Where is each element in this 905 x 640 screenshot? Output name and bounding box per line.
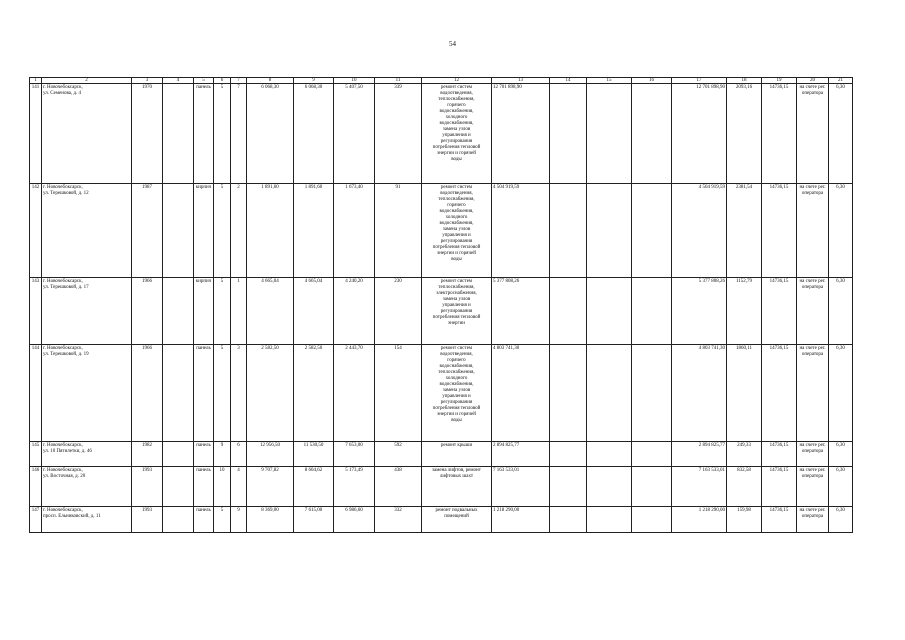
cell-no: 143: [30, 278, 42, 345]
cell-no: 141: [30, 84, 42, 184]
cell-area-total: 2 582,50: [247, 345, 294, 442]
cell-cost-per-m2: 832,58: [727, 467, 762, 507]
cell-year: 1993: [132, 467, 163, 507]
cell-works: ремонт систем теплоснабжения, электроснабжения, замена узлов управления и регулирования потребления тепловой энергии: [422, 278, 492, 345]
cell-area-total: 12 956,50: [247, 442, 294, 467]
cell-fund-method: на счете рег. оператора: [797, 507, 829, 533]
cell-c15: [587, 467, 632, 507]
cell-c14: [550, 84, 587, 184]
cell-c4: [163, 84, 194, 184]
cell-rate: 6,30: [829, 184, 853, 278]
cell-cost-c17: 7 163 533,01: [672, 467, 727, 507]
column-number: 21: [829, 78, 853, 84]
cell-c16: [632, 507, 672, 533]
cell-cost-per-m2: 1152,79: [727, 278, 762, 345]
column-number: 17: [672, 78, 727, 84]
cell-area-c10: 5 407,50: [334, 84, 375, 184]
cell-rate: 6,30: [829, 84, 853, 184]
cell-fund-method: на счете рег. оператора: [797, 442, 829, 467]
cell-cost-per-m2: 159,98: [727, 507, 762, 533]
cell-max-cost: 14736,15: [762, 184, 797, 278]
table-row: [30, 84, 853, 184]
cell-material: панель: [194, 467, 214, 507]
housing-repair-table: [29, 77, 853, 533]
cell-cost-c17: 4 803 741,30: [672, 345, 727, 442]
column-number: 20: [797, 78, 829, 84]
cell-c4: [163, 467, 194, 507]
column-number: 7: [231, 78, 247, 84]
cell-area-c10: 7 653,00: [334, 442, 375, 467]
cell-rate: 6,30: [829, 507, 853, 533]
cell-c14: [550, 345, 587, 442]
cell-material: панель: [194, 442, 214, 467]
cell-address: г. Новочебоксарск, ул. Семенова, д. 4: [42, 84, 132, 184]
cell-cost-c17: 5 377 808,26: [672, 278, 727, 345]
cell-c4: [163, 345, 194, 442]
cell-fund-method: на счете рег. оператора: [797, 345, 829, 442]
cell-c15: [587, 345, 632, 442]
cell-c16: [632, 184, 672, 278]
cell-area-total: 6 068,30: [247, 84, 294, 184]
cell-works: ремонт крыши: [422, 442, 492, 467]
cell-cost-per-m2: 1860,11: [727, 345, 762, 442]
cell-cost-per-m2: 249,33: [727, 442, 762, 467]
cell-material: панель: [194, 84, 214, 184]
cell-entrances: 6: [231, 442, 247, 467]
cell-residents: 230: [375, 278, 422, 345]
table-row: [30, 278, 853, 345]
cell-no: 147: [30, 507, 42, 533]
cell-area-living: 4 665,04: [294, 278, 334, 345]
cell-cost-total: 2 894 825,77: [492, 442, 550, 467]
cell-residents: 438: [375, 467, 422, 507]
cell-area-c10: 5 173,49: [334, 467, 375, 507]
cell-cost-total: 7 163 533,01: [492, 467, 550, 507]
table-row: [30, 507, 853, 533]
cell-c14: [550, 507, 587, 533]
cell-rate: 6,30: [829, 278, 853, 345]
cell-floors: 5: [214, 345, 231, 442]
cell-works: замена лифтов, ремонт лифтовых шахт: [422, 467, 492, 507]
column-number: 11: [375, 78, 422, 84]
cell-cost-total: 4 504 919,59: [492, 184, 550, 278]
cell-c4: [163, 278, 194, 345]
cell-material: панель: [194, 507, 214, 533]
cell-entrances: 1: [231, 278, 247, 345]
cell-c16: [632, 278, 672, 345]
cell-no: 144: [30, 345, 42, 442]
cell-year: 1982: [132, 442, 163, 467]
cell-entrances: 9: [231, 507, 247, 533]
cell-floors: 5: [214, 84, 231, 184]
cell-c15: [587, 442, 632, 467]
cell-area-living: 8 604,62: [294, 467, 334, 507]
cell-works: ремонт систем водоотведения, горячего водоснабжения, теплоснабжения, холодного водоснабжения, замена узлов управления и регулирования потребления тепловой энергии и горячей воды: [422, 345, 492, 442]
column-number: 13: [492, 78, 550, 84]
cell-residents: 592: [375, 442, 422, 467]
cell-year: 1966: [132, 345, 163, 442]
cell-cost-c17: 1 218 290,00: [672, 507, 727, 533]
cell-c16: [632, 467, 672, 507]
cell-c14: [550, 278, 587, 345]
cell-entrances: 3: [231, 345, 247, 442]
cell-area-c10: 1 673,40: [334, 184, 375, 278]
cell-cost-c17: 4 504 919,59: [672, 184, 727, 278]
cell-residents: 339: [375, 84, 422, 184]
cell-material: кирпич: [194, 184, 214, 278]
column-number: 6: [214, 78, 231, 84]
cell-area-living: 11 530,50: [294, 442, 334, 467]
cell-rate: 6,30: [829, 442, 853, 467]
table-row: [30, 442, 853, 467]
cell-max-cost: 14736,15: [762, 345, 797, 442]
cell-address: г. Новочебоксарск, ул. Восточная, д. 20: [42, 467, 132, 507]
cell-year: 1970: [132, 84, 163, 184]
cell-entrances: 7: [231, 84, 247, 184]
column-number: 10: [334, 78, 375, 84]
cell-floors: 5: [214, 507, 231, 533]
cell-material: панель: [194, 345, 214, 442]
cell-year: 1987: [132, 184, 163, 278]
cell-address: г. Новочебоксарск, ул. Терешковой, д. 12: [42, 184, 132, 278]
cell-max-cost: 14736,15: [762, 84, 797, 184]
column-number: 1: [30, 78, 42, 84]
cell-works: ремонт подвальных помещений: [422, 507, 492, 533]
column-number: 8: [247, 78, 294, 84]
cell-area-c10: 4 240,20: [334, 278, 375, 345]
cell-c15: [587, 278, 632, 345]
cell-max-cost: 14736,15: [762, 442, 797, 467]
cell-area-total: 4 665,04: [247, 278, 294, 345]
column-number: 4: [163, 78, 194, 84]
cell-cost-per-m2: 2381,54: [727, 184, 762, 278]
column-number: 19: [762, 78, 797, 84]
column-number: 12: [422, 78, 492, 84]
cell-no: 145: [30, 442, 42, 467]
cell-c4: [163, 507, 194, 533]
cell-area-total: 9 707,82: [247, 467, 294, 507]
cell-area-living: 7 615,00: [294, 507, 334, 533]
table-row: [30, 184, 853, 278]
cell-floors: 9: [214, 442, 231, 467]
table-row: [30, 345, 853, 442]
column-number: 18: [727, 78, 762, 84]
cell-c4: [163, 184, 194, 278]
cell-residents: 154: [375, 345, 422, 442]
cell-cost-total: 5 377 808,26: [492, 278, 550, 345]
cell-entrances: 2: [231, 184, 247, 278]
column-number: 16: [632, 78, 672, 84]
cell-c15: [587, 507, 632, 533]
cell-works: ремонт систем водоотведения, теплоснабжения, горячего водоснабжения, холодного водоснабжения, замена узлов управления и регулирования потребления тепловой энергии и горячей воды: [422, 184, 492, 278]
cell-c16: [632, 345, 672, 442]
cell-no: 146: [30, 467, 42, 507]
column-number: 3: [132, 78, 163, 84]
cell-address: г. Новочебоксарск, просп. Ельниковский, д. 11: [42, 507, 132, 533]
column-number: 14: [550, 78, 587, 84]
cell-address: г. Новочебоксарск, ул. 10 Пятилетки, д. 46: [42, 442, 132, 467]
cell-year: 1993: [132, 507, 163, 533]
cell-fund-method: на счете рег. оператора: [797, 278, 829, 345]
cell-area-total: 8 369,00: [247, 507, 294, 533]
cell-cost-c17: 2 894 825,77: [672, 442, 727, 467]
cell-area-living: 2 582,50: [294, 345, 334, 442]
cell-residents: 91: [375, 184, 422, 278]
cell-fund-method: на счете рег. оператора: [797, 84, 829, 184]
cell-max-cost: 14736,15: [762, 467, 797, 507]
column-number: 15: [587, 78, 632, 84]
cell-c15: [587, 184, 632, 278]
cell-address: г. Новочебоксарск, ул. Терешковой, д. 19: [42, 345, 132, 442]
cell-rate: 6,30: [829, 467, 853, 507]
cell-area-living: 6 068,30: [294, 84, 334, 184]
cell-floors: 5: [214, 184, 231, 278]
cell-year: 1966: [132, 278, 163, 345]
cell-c14: [550, 184, 587, 278]
column-number: 5: [194, 78, 214, 84]
column-number: 9: [294, 78, 334, 84]
cell-c15: [587, 84, 632, 184]
cell-fund-method: на счете рег. оператора: [797, 184, 829, 278]
cell-cost-total: 1 218 290,00: [492, 507, 550, 533]
cell-floors: 10: [214, 467, 231, 507]
cell-floors: 5: [214, 278, 231, 345]
cell-fund-method: на счете рег. оператора: [797, 467, 829, 507]
cell-cost-total: 12 701 898,90: [492, 84, 550, 184]
cell-c16: [632, 84, 672, 184]
cell-area-c10: 6 986,60: [334, 507, 375, 533]
cell-residents: 332: [375, 507, 422, 533]
cell-entrances: 4: [231, 467, 247, 507]
cell-cost-per-m2: 2093,16: [727, 84, 762, 184]
table-row: [30, 467, 853, 507]
cell-rate: 6,30: [829, 345, 853, 442]
cell-works: ремонт систем водоотведения, теплоснабжения, горячего водоснабжения, холодного водоснабжения, замена узлов управления и регулирования потребления тепловой энергии и горячей воды: [422, 84, 492, 184]
cell-cost-c17: 12 701 898,90: [672, 84, 727, 184]
cell-c4: [163, 442, 194, 467]
cell-c14: [550, 442, 587, 467]
cell-material: кирпич: [194, 278, 214, 345]
cell-no: 142: [30, 184, 42, 278]
cell-max-cost: 14736,15: [762, 507, 797, 533]
cell-area-total: 1 891,60: [247, 184, 294, 278]
cell-area-living: 1 891,60: [294, 184, 334, 278]
cell-max-cost: 14736,15: [762, 278, 797, 345]
cell-c14: [550, 467, 587, 507]
cell-address: г. Новочебоксарск, ул. Терешковой, д. 17: [42, 278, 132, 345]
cell-cost-total: 4 803 741,30: [492, 345, 550, 442]
page-number: 54: [449, 40, 456, 48]
cell-c16: [632, 442, 672, 467]
cell-area-c10: 2 443,70: [334, 345, 375, 442]
column-number: 2: [42, 78, 132, 84]
